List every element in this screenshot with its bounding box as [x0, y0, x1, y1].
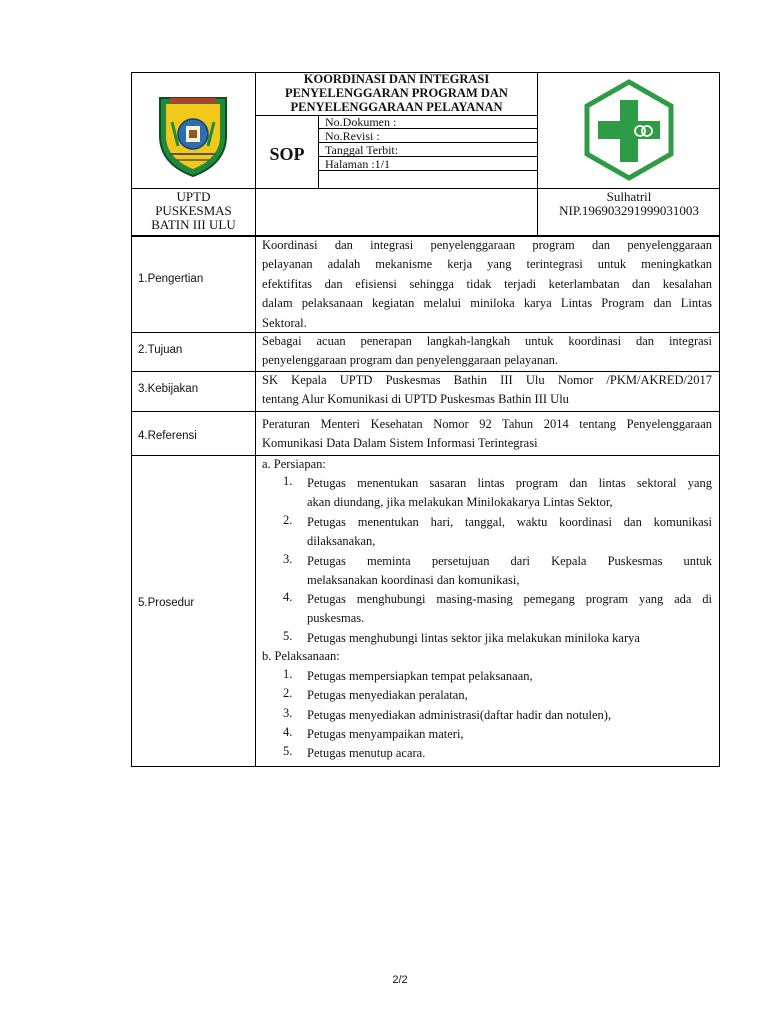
list-number: 3. [283, 552, 293, 566]
meta-page: Halaman :1/1 [319, 157, 537, 171]
row-label-tujuan: 2.Tujuan [138, 344, 183, 356]
title-line: PENYELENGGARAAN PELAYANAN [290, 100, 503, 114]
text-line: puskesmas. [307, 611, 365, 625]
text-line: efektifitas dan efisiensi sehingga tidak terjadi keterlambatan dan kesalahan [262, 276, 712, 291]
text-line: Sektoral. [262, 315, 307, 330]
text-line: dalam pelaksanaan kegiatan melalui miniloka karya Lintas Program dan Lintas [262, 296, 712, 311]
title-line: PENYELENGGARAN PROGRAM DAN [285, 86, 508, 100]
pelaksanaan-heading: b. Pelaksanaan: [262, 649, 340, 663]
page-number: 2/2 [392, 974, 408, 986]
text-line: Peraturan Menteri Kesehatan Nomor 92 Tahun 2014 tentang Penyelenggaraan [262, 417, 712, 431]
org-line: UPTD [176, 189, 211, 204]
text-line: Petugas menentukan sasaran lintas program dan lintas sektoral yang [307, 476, 712, 490]
kebijakan-text [262, 371, 712, 409]
signer-nip: NIP.196903291999031003 [559, 203, 699, 218]
org-line: BATIN III ULU [151, 217, 236, 232]
text-line: Petugas menyediakan peralatan, [307, 688, 468, 702]
text-line: melaksanakan koordinasi dan komunikasi, [307, 573, 520, 587]
list-item [307, 686, 712, 705]
text-line: SK Kepala UPTD Puskesmas Bathin III Ulu Nomor /PKM/AKRED/2017 [262, 373, 712, 387]
text-line: Petugas menyampaikan materi, [307, 727, 464, 741]
text-line: Petugas menghubungi lintas sektor jika melakukan miniloka karya [307, 631, 640, 645]
list-item [307, 590, 712, 628]
sop-label: SOP [269, 144, 305, 164]
row-label-pengertian: 1.Pengertian [138, 273, 204, 285]
text-line: Koordinasi dan integrasi penyelenggaraan program dan penyelenggaraan [262, 238, 712, 252]
list-number: 5. [283, 744, 293, 758]
list-number: 4. [283, 725, 293, 739]
list-number: 5. [283, 629, 293, 643]
text-line: Petugas menyediakan administrasi(daftar hadir dan notulen), [307, 708, 612, 722]
list-number: 1. [283, 474, 293, 488]
row-label-prosedur: 5.Prosedur [138, 597, 195, 609]
list-item [307, 667, 712, 686]
text-line: dilaksanakan, [307, 534, 376, 548]
list-number: 1. [283, 667, 293, 681]
list-item [307, 725, 712, 744]
meta-issue-date: Tanggal Terbit: [319, 143, 537, 157]
signer-block [538, 190, 720, 218]
text-line: Petugas menutup acara. [307, 746, 426, 760]
text-line: akan diundang, jika melakukan Minilokakarya Lintas Sektor, [307, 495, 613, 509]
text-line: Petugas meminta persetujuan dari Kepala Puskesmas untuk [307, 554, 712, 568]
divider [131, 411, 720, 412]
list-number: 3. [283, 706, 293, 720]
list-item [307, 744, 712, 763]
list-number: 2. [283, 513, 293, 527]
row-label-kebijakan: 3.Kebijakan [138, 383, 199, 395]
list-item [307, 706, 712, 725]
list-item [307, 513, 712, 551]
list-item [307, 552, 712, 590]
pengertian-text [262, 236, 712, 333]
row-label-referensi: 4.Referensi [138, 430, 197, 442]
meta-revision: No.Revisi : [319, 129, 537, 143]
organization-name [132, 190, 255, 232]
referensi-text [262, 415, 712, 453]
list-item [307, 629, 712, 648]
regency-emblem-icon [156, 92, 230, 178]
divider [131, 455, 720, 456]
tujuan-text [262, 332, 712, 370]
list-number: 4. [283, 590, 293, 604]
document-title [256, 72, 537, 115]
text-line: Petugas menentukan hari, tanggal, waktu koordinasi dan komunikasi [307, 515, 712, 529]
persiapan-heading: a. Persiapan: [262, 457, 326, 471]
text-line: tentang Alur Komunikasi di UPTD Puskesmas Bathin III Ulu [262, 392, 569, 406]
puskesmas-cross-icon [583, 78, 675, 182]
text-line: Petugas mempersiapkan tempat pelaksanaan, [307, 669, 533, 683]
list-number: 2. [283, 686, 293, 700]
text-line: Komunikasi Data Dalam Sistem Informasi Terintegrasi [262, 436, 538, 450]
org-line: PUSKESMAS [155, 203, 232, 218]
list-item [307, 474, 712, 512]
text-line: Petugas menghubungi masing-masing pemegang program yang ada di [307, 592, 712, 606]
title-line: KOORDINASI DAN INTEGRASI [303, 72, 490, 86]
document-meta [319, 115, 537, 172]
meta-doc-number: No.Dokumen : [319, 115, 537, 129]
text-line: pelayanan adalah mekanisme kerja yang terintegrasi untuk meningkatkan [262, 257, 712, 272]
text-line: Sebagai acuan penerapan langkah-langkah untuk koordinasi dan integrasi [262, 334, 712, 348]
signer-name: Sulhatril [606, 189, 652, 204]
text-line: penyelenggaraan program dan penyelenggaraan pelayanan. [262, 353, 559, 367]
